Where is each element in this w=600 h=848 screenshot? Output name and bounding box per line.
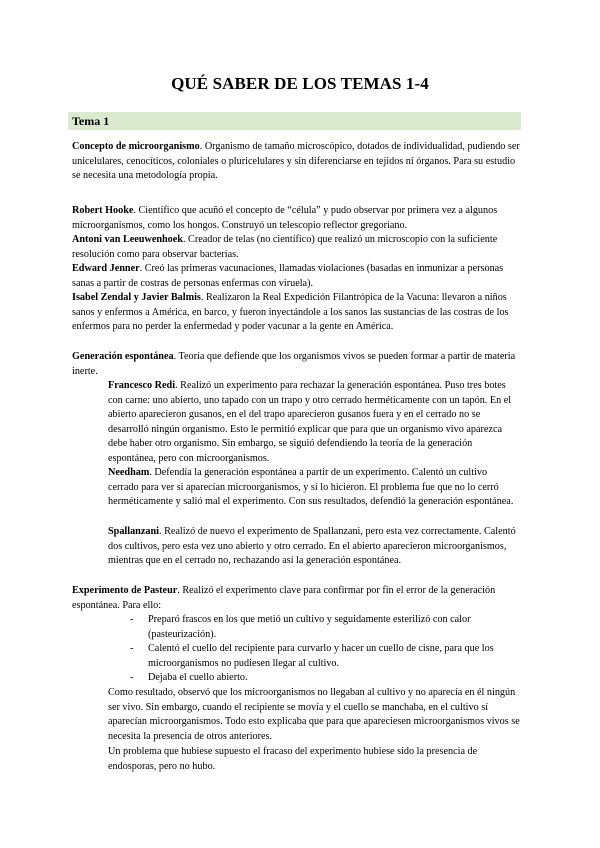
term-generacion: Generación espontánea: [72, 351, 174, 362]
term-jenner: Edward Jenner: [72, 263, 140, 274]
paragraph-spallanzani: [108, 525, 520, 569]
paragraph-problema: Un problema que hubiese supuesto el fracaso del experimento hubiese sido la presencia de endosporas, pero no hubo.: [108, 746, 478, 772]
text-pasteur: . Realizó el experimento clave para confirmar por fin el error de la generación espontánea. Para ello:: [72, 585, 496, 611]
term-pasteur: Experimento de Pasteur: [72, 585, 178, 596]
text-leeuwenhoek: . Creador de telas (no científico) que realizó un microscopio con la suficiente resolución como para observar bacterias.: [72, 234, 498, 260]
paragraph-leeuwenhoek: [72, 233, 520, 262]
term-spallanzani: Spallanzani: [108, 526, 159, 537]
bullet-dash: -: [130, 672, 134, 684]
pasteur-steps-list: [108, 613, 522, 686]
paragraph-resultado: Como resultado, observó que los microorganismos no llegaban al cultivo y no aparecía en él ningún ser vivo. Sin embargo, cuando el recipiente se movía y el cuello se manchaba, en el cultivo sí aparecían microorganismos. Todo esto explicaba que para que apareciesen microorganismos vivos se necesita la presencia de otros anteriores.: [108, 687, 520, 742]
bullet-dash: -: [130, 614, 134, 625]
term-redi: Francesco Redi: [108, 380, 176, 391]
list-item-text: Dejaba el cuello abierto.: [148, 672, 248, 684]
list-item: [108, 642, 522, 671]
text-zendal: . Realizaron la Real Expedición Filantrópica de la Vacuna: llevaron a niños sanos y enfermos a América, en barco, y fueron inyectándole a los sanos las sustancias de las costras de los enfermos para no perder la enfermedad y poder vacunar a la gente en América.: [72, 292, 509, 333]
paragraph-hooke: [72, 204, 520, 233]
term-hooke: Robert Hooke: [72, 205, 134, 216]
term-leeuwenhoek: Antoni van Leeuwenhoek: [72, 234, 183, 245]
paragraph-generacion: [72, 350, 520, 379]
list-item: [108, 671, 522, 686]
bullet-dash: -: [130, 643, 134, 655]
term-concepto: Concepto de microorganismo: [72, 141, 200, 152]
text-hooke: . Científico que acuñó el concepto de “célula” y pudo observar por primera vez a algunos microorganismos, como los hongos. Construyó un telescopio reflector gregoriano.: [72, 205, 498, 231]
paragraph-zendal: [72, 291, 520, 335]
section-header: [68, 112, 521, 130]
term-needham: Needham: [108, 467, 150, 478]
text-spallanzani: . Realizó de nuevo el experimento de Spallanzani, pero esta vez correctamente. Calentó dos cultivos, pero esta vez uno abierto y otro cerrado. En el abierto aparecieron microorganismos, mientras que en el cerrado no, rechazando así la generación espontánea.: [108, 526, 516, 567]
paragraph-needham: [108, 466, 520, 510]
text-needham: . Defendía la generación espontánea a partir de un experimento. Calentó un cultivo cerrado para ver si aparecían microorganismos, y sí lo hicieron. El problema fue que no lo cerró herméticamente y salió mal el experimento. Con sus resultados, defendió la generación espontánea.: [108, 467, 514, 508]
text-jenner: . Creó las primeras vacunaciones, llamadas violaciones (basadas en inmunizar a personas sanas a partir de costras de personas enfermas con viruela).: [72, 263, 504, 289]
paragraph-pasteur: [72, 584, 520, 613]
text-generacion: . Teoría que defiende que los organismos vivos se pueden formar a partir de materia inerte.: [72, 351, 516, 377]
page-title: QUÉ SABER DE LOS TEMAS 1-4: [171, 74, 429, 93]
list-item-text: Calentó el cuello del recipiente para curvarlo y hacer un cuello de cisne, para que los microorganismos no pudiesen llegar al cultivo.: [148, 643, 494, 669]
section-title: Tema 1: [72, 114, 110, 128]
term-zendal: Isabel Zendal y Javier Balmis: [72, 292, 201, 303]
text-redi: . Realizó un experimento para rechazar la generación espontánea. Puso tres botes con carne: uno abierto, uno tapado con un trapo y otro cerrado herméticamente con un tapón. En el abierto aparecieron gusanos, en el del trapo aparecieron gusanos fuera y en el cerrado no se desarrolló ningún organismo. Esto le permitió explicar que para que un organismo vivo aparezca debe haber otro organismo. Sin embargo, se siguió defendiendo la teoría de la generación espontánea, pero con microorganismos.: [108, 380, 512, 464]
paragraph-concepto: [72, 140, 520, 184]
list-item: [108, 613, 522, 642]
text-concepto: . Organismo de tamaño microscópico, dotados de individualidad, pudiendo ser unicelulares, cenocíticos, coloniales o pluricelulares y sin diferenciarse en tejidos ni órganos. Para su estudio se necesita una metodología propia.: [72, 141, 520, 182]
paragraph-redi: [108, 379, 520, 467]
paragraph-jenner: [72, 262, 520, 291]
list-item-text: Preparó frascos en los que metió un cultivo y seguidamente esterilizó con calor (pasteurización).: [148, 614, 471, 640]
